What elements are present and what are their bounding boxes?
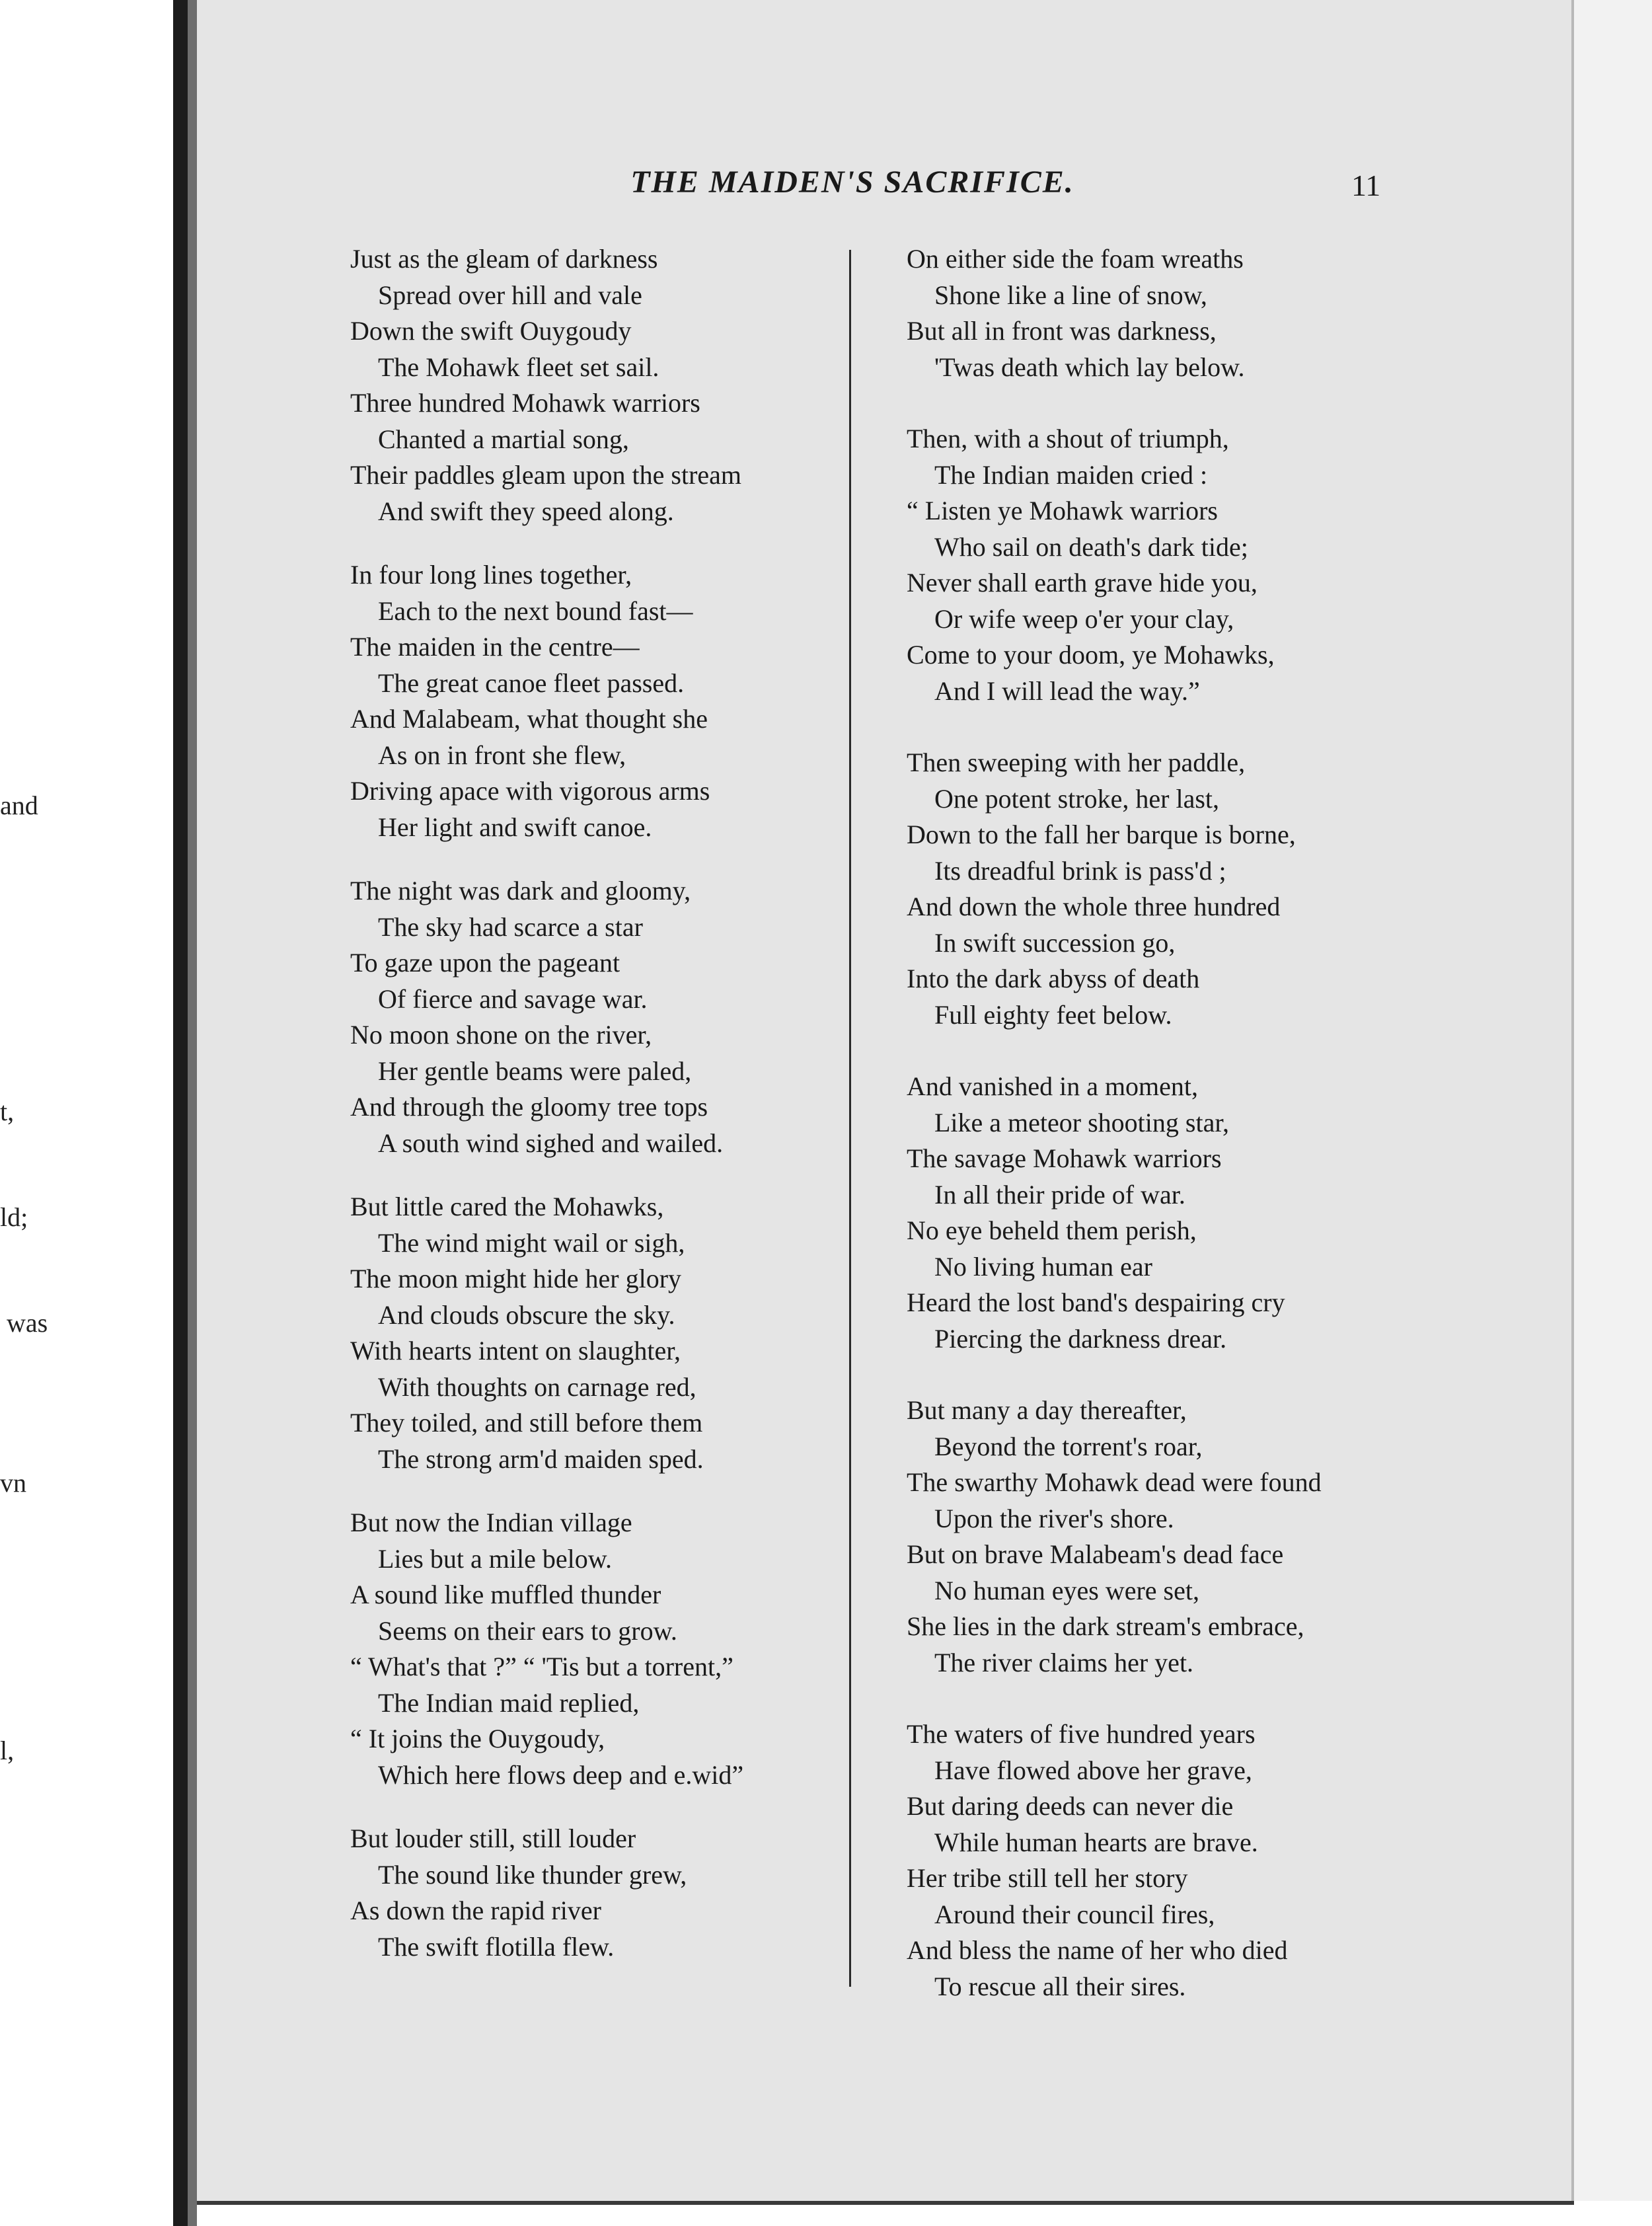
stanza-gap <box>350 1793 839 1821</box>
poem-line: Then sweeping with her paddle, <box>907 748 1246 777</box>
poem-line: One potent stroke, her last, <box>934 783 1219 814</box>
poem-line: Just as the gleam of darkness <box>350 244 658 274</box>
poem-line: The swarthy Mohawk dead were found <box>907 1467 1322 1497</box>
poem-line: Come to your doom, ye Mohawks, <box>907 640 1275 670</box>
poem-line: The savage Mohawk warriors <box>907 1143 1222 1173</box>
poem-line: The Indian maid replied, <box>378 1687 640 1718</box>
poem-line: Who sail on death's dark tide; <box>934 531 1248 562</box>
stanza-gap <box>350 845 839 873</box>
poem-line: Down the swift Ouygoudy <box>350 316 632 346</box>
facing-page-fragment: l, <box>0 1736 15 1765</box>
poem-line: Then, with a shout of triumph, <box>907 424 1229 453</box>
poem-column-right <box>907 241 1409 2005</box>
stanza-gap <box>350 1161 839 1189</box>
poem-line: Around their council fires, <box>934 1899 1215 1929</box>
poem-line: With hearts intent on slaughter, <box>350 1336 681 1365</box>
poem-line: And Malabeam, what thought she <box>350 704 708 734</box>
stanza-gap <box>350 529 839 557</box>
poem-line: And through the gloomy tree tops <box>350 1092 708 1122</box>
poem-line: With thoughts on carnage red, <box>378 1371 696 1402</box>
poem-line: Driving apace with vigorous arms <box>350 776 710 806</box>
stanza <box>907 421 1409 709</box>
stanza-gap <box>907 1033 1409 1069</box>
stanza <box>907 1716 1409 2005</box>
poem-line: The Mohawk fleet set sail. <box>378 352 659 382</box>
stanza <box>907 1069 1409 1357</box>
poem-line: Into the dark abyss of death <box>907 964 1200 993</box>
poem-line: In four long lines together, <box>350 560 632 590</box>
poem-column-left <box>350 241 839 1965</box>
poem-line: In all their pride of war. <box>934 1179 1185 1209</box>
stanza <box>350 1821 839 1965</box>
poem-line: But little cared the Mohawks, <box>350 1192 664 1221</box>
poem-line: She lies in the dark stream's embrace, <box>907 1611 1304 1641</box>
stanza <box>350 557 839 845</box>
poem-line: But all in front was darkness, <box>907 316 1217 346</box>
page-bottom-edge <box>197 2201 1574 2205</box>
scan-margin-right <box>1574 0 1652 2226</box>
spine-shadow <box>188 0 197 2226</box>
poem-line: As down the rapid river <box>350 1896 601 1925</box>
stanza <box>907 1393 1409 1681</box>
poem-line: Have flowed above her grave, <box>934 1755 1252 1785</box>
poem-line: Of fierce and savage war. <box>378 983 648 1014</box>
poem-line: And down the whole three hundred <box>907 892 1281 921</box>
poem-line: The swift flotilla flew. <box>378 1931 615 1962</box>
poem-line: And vanished in a moment, <box>907 1071 1199 1101</box>
stanza <box>350 1189 839 1477</box>
poem-line: To gaze upon the pageant <box>350 948 620 978</box>
poem-line: Beyond the torrent's roar, <box>934 1431 1203 1461</box>
poem-line: “ Listen ye Mohawk warriors <box>907 496 1218 525</box>
scan-margin-left <box>0 0 173 2226</box>
facing-page-fragment: and <box>0 790 38 820</box>
poem-line: But louder still, still louder <box>350 1823 636 1853</box>
running-title: THE MAIDEN'S SACRIFICE. <box>630 165 1074 200</box>
poem-line: While human hearts are brave. <box>934 1827 1258 1857</box>
poem-line: 'Twas death which lay below. <box>934 352 1245 382</box>
poem-line: “ What's that ?” “ 'Tis but a torrent,” <box>350 1652 733 1681</box>
poem-line: No moon shone on the river, <box>350 1020 652 1050</box>
column-divider <box>849 250 851 1987</box>
poem-line: Heard the lost band's despairing cry <box>907 1287 1285 1317</box>
poem-line: The great canoe fleet passed. <box>378 668 685 698</box>
poem-line: The strong arm'd maiden sped. <box>378 1443 704 1474</box>
poem-line: Her light and swift canoe. <box>378 812 652 842</box>
poem-line: Seems on their ears to grow. <box>378 1615 677 1646</box>
poem-line: And clouds obscure the sky. <box>378 1299 675 1330</box>
poem-line: A sound like muffled thunder <box>350 1580 661 1609</box>
scan-margin-bottom <box>197 2201 1652 2226</box>
poem-line: The wind might wail or sigh, <box>378 1227 685 1258</box>
poem-line: In swift succession go, <box>934 927 1176 958</box>
poem-line: Each to the next bound fast— <box>378 595 693 626</box>
poem-line: No human eyes were set, <box>934 1575 1199 1605</box>
facing-page-fragment: was <box>7 1308 48 1338</box>
poem-line: Her tribe still tell her story <box>907 1863 1188 1893</box>
poem-line: And I will lead the way.” <box>934 675 1200 706</box>
stanza <box>350 873 839 1161</box>
poem-line: “ It joins the Ouygoudy, <box>350 1724 605 1753</box>
poem-line: The night was dark and gloomy, <box>350 876 691 905</box>
poem-line: Upon the river's shore. <box>934 1503 1174 1533</box>
poem-line: And swift they speed along. <box>378 496 674 526</box>
poem-line: Lies but a mile below. <box>378 1543 612 1574</box>
poem-line: No eye beheld them perish, <box>907 1215 1197 1245</box>
poem-line: Never shall earth grave hide you, <box>907 568 1258 597</box>
poem-line: But daring deeds can never die <box>907 1791 1234 1821</box>
poem-line: And bless the name of her who died <box>907 1935 1288 1965</box>
poem-line: Spread over hill and vale <box>378 280 642 310</box>
poem-line: The sound like thunder grew, <box>378 1859 687 1890</box>
poem-line: As on in front she flew, <box>378 740 626 770</box>
poem-line: But now the Indian village <box>350 1508 632 1537</box>
poem-line: Chanted a martial song, <box>378 424 629 454</box>
poem-line: The waters of five hundred years <box>907 1719 1256 1749</box>
stanza-gap <box>907 1357 1409 1393</box>
stanza <box>350 1505 839 1793</box>
stanza <box>907 745 1409 1033</box>
stanza-gap <box>907 1681 1409 1716</box>
poem-line: The river claims her yet. <box>934 1647 1194 1677</box>
poem-line: No living human ear <box>934 1251 1152 1282</box>
poem-line: To rescue all their sires. <box>934 1971 1186 2001</box>
poem-line: Their paddles gleam upon the stream <box>350 460 742 490</box>
poem-line: Down to the fall her barque is borne, <box>907 820 1296 849</box>
book-spine <box>173 0 188 2226</box>
poem-line: But on brave Malabeam's dead face <box>907 1539 1284 1569</box>
poem-line: The moon might hide her glory <box>350 1264 682 1293</box>
stanza <box>350 241 839 529</box>
stanza <box>907 241 1409 385</box>
poem-line: On either side the foam wreaths <box>907 244 1244 274</box>
poem-line: Or wife weep o'er your clay, <box>934 603 1234 634</box>
facing-page-fragment: vn <box>0 1468 26 1498</box>
poem-line: They toiled, and still before them <box>350 1408 703 1438</box>
facing-page-fragment: t, <box>0 1096 15 1126</box>
poem-line: Its dreadful brink is pass'd ; <box>934 855 1226 886</box>
poem-line: Full eighty feet below. <box>934 999 1172 1030</box>
stanza-gap <box>350 1477 839 1505</box>
facing-page-fragment: ld; <box>0 1202 28 1232</box>
poem-line: The sky had scarce a star <box>378 911 643 942</box>
stanza-gap <box>907 385 1409 421</box>
poem-line: Like a meteor shooting star, <box>934 1107 1230 1137</box>
poem-line: The Indian maiden cried : <box>934 459 1208 490</box>
poem-line: A south wind sighed and wailed. <box>378 1128 724 1158</box>
page-number: 11 <box>1351 169 1381 202</box>
poem-line: But many a day thereafter, <box>907 1395 1187 1425</box>
poem-line: Piercing the darkness drear. <box>934 1323 1227 1354</box>
poem-line: Shone like a line of snow, <box>934 280 1207 310</box>
poem-line: Which here flows deep and e.wid” <box>378 1759 744 1790</box>
poem-line: The maiden in the centre— <box>350 632 640 662</box>
poem-line: Three hundred Mohawk warriors <box>350 388 700 418</box>
stanza-gap <box>907 709 1409 745</box>
poem-line: Her gentle beams were paled, <box>378 1055 692 1086</box>
